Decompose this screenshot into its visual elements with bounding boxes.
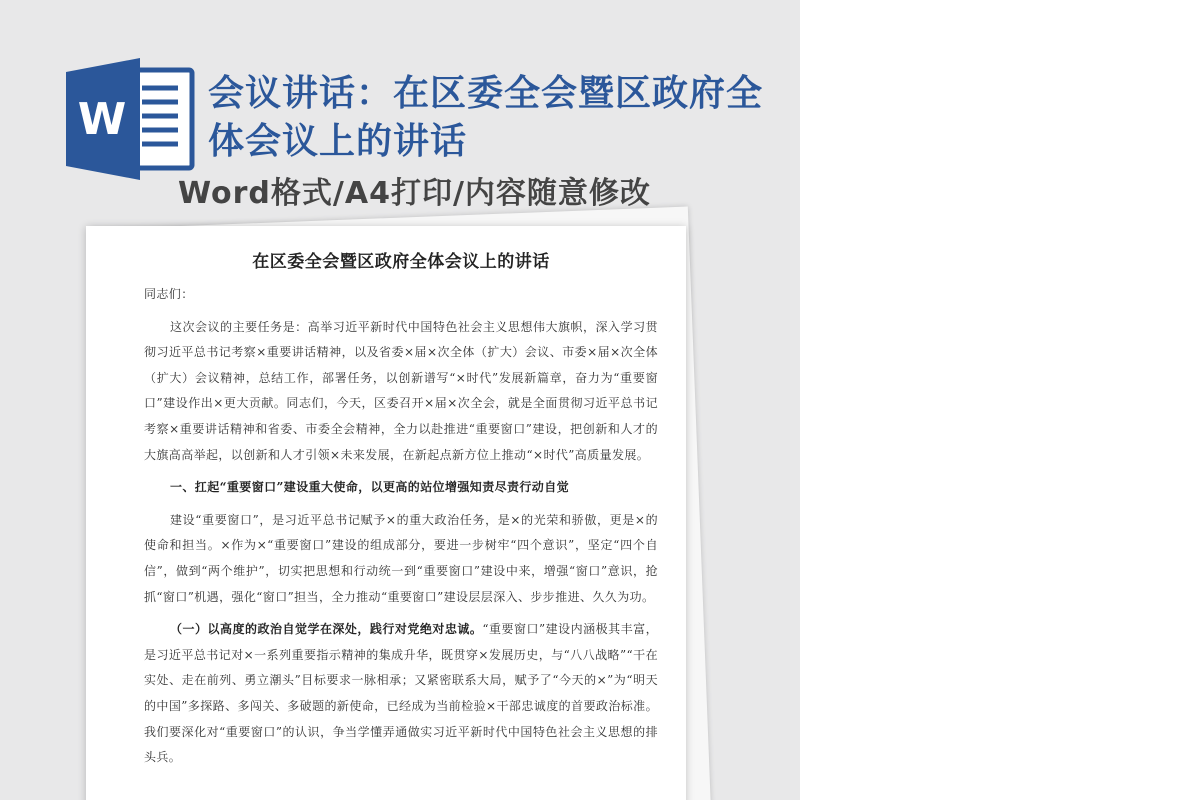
document-section-heading: 一、扛起“重要窗口”建设重大使命，以更高的站位增强知责尽责行动自觉: [170, 480, 570, 495]
document-salutation: 同志们：: [144, 287, 194, 301]
paragraph-gap: [144, 501, 658, 508]
page-subtitle: Word格式/A4打印/内容随意修改: [178, 176, 651, 211]
paragraph-gap: [144, 308, 658, 315]
paragraph-gap: [144, 468, 658, 475]
word-logo-letter: W: [77, 94, 127, 145]
page-title: [208, 70, 768, 166]
document-preview-page: [86, 226, 686, 800]
document-paragraph: 建设“重要窗口”，是习近平总书记赋予×的重大政治任务，是×的光荣和骄傲，更是×的使命和担当。×作为×“重要窗口”建设的组成部分，要进一步树牢“四个意识”，坚定“四个自信”，做到“两个维护”，切实把思想和行动统一到“重要窗口”建设中来，增强“窗口”意识，抢抓“窗口”机遇，强化“窗口”担当，全力推动“重要窗口”建设层层深入、步步推进、久久为功。: [144, 512, 658, 604]
document-paragraph-text: “重要窗口”建设内涵极其丰富，是习近平总书记对×一系列重要指示精神的集成升华，既贯穿×发展历史，与“八八战略”“干在实处、走在前列、勇立潮头”目标要求一脉相承；又紧密联系大局，赋予了“今天的×”为“明天的中国”多探路、多闯关、多破题的新使命，已经成为当前检验×干部忠诚度的首要政治标准。我们要深化对“重要窗口”的认识，争当学懂弄通做实习近平新时代中国特色社会主义思想的排头兵。: [144, 622, 658, 765]
blank-right-area: [800, 0, 1200, 800]
document-subheading: （一）以高度的政治自觉学在深处，践行对党绝对忠诚。: [170, 622, 483, 637]
paragraph-gap: [144, 610, 658, 617]
page-title-line-1: 会议讲话：在区委全会暨区政府全: [208, 73, 764, 114]
document-paragraph: [144, 617, 658, 771]
document-body: [144, 248, 658, 771]
document-title: 在区委全会暨区政府全体会议上的讲话: [252, 252, 550, 272]
page-title-line-2: 体会议上的讲话: [208, 121, 468, 162]
document-paragraph: 这次会议的主要任务是：高举习近平新时代中国特色社会主义思想伟大旗帜，深入学习贯彻习近平总书记考察×重要讲话精神，以及省委×届×次全体（扩大）会议、市委×届×次全体（扩大）会议精神，总结工作，部署任务，以创新谱写“×时代”发展新篇章，奋力为“重要窗口”建设作出×更大贡献。同志们，今天，区委召开×届×次全会，就是全面贯彻习近平总书记考察×重要讲话精神和省委、市委全会精神，全力以赴推进“重要窗口”建设，把创新和人才的大旗高高举起，以创新和人才引领×未来发展，在新起点新方位上推动“×时代”高质量发展。: [144, 319, 658, 462]
word-document-icon: [66, 58, 196, 180]
